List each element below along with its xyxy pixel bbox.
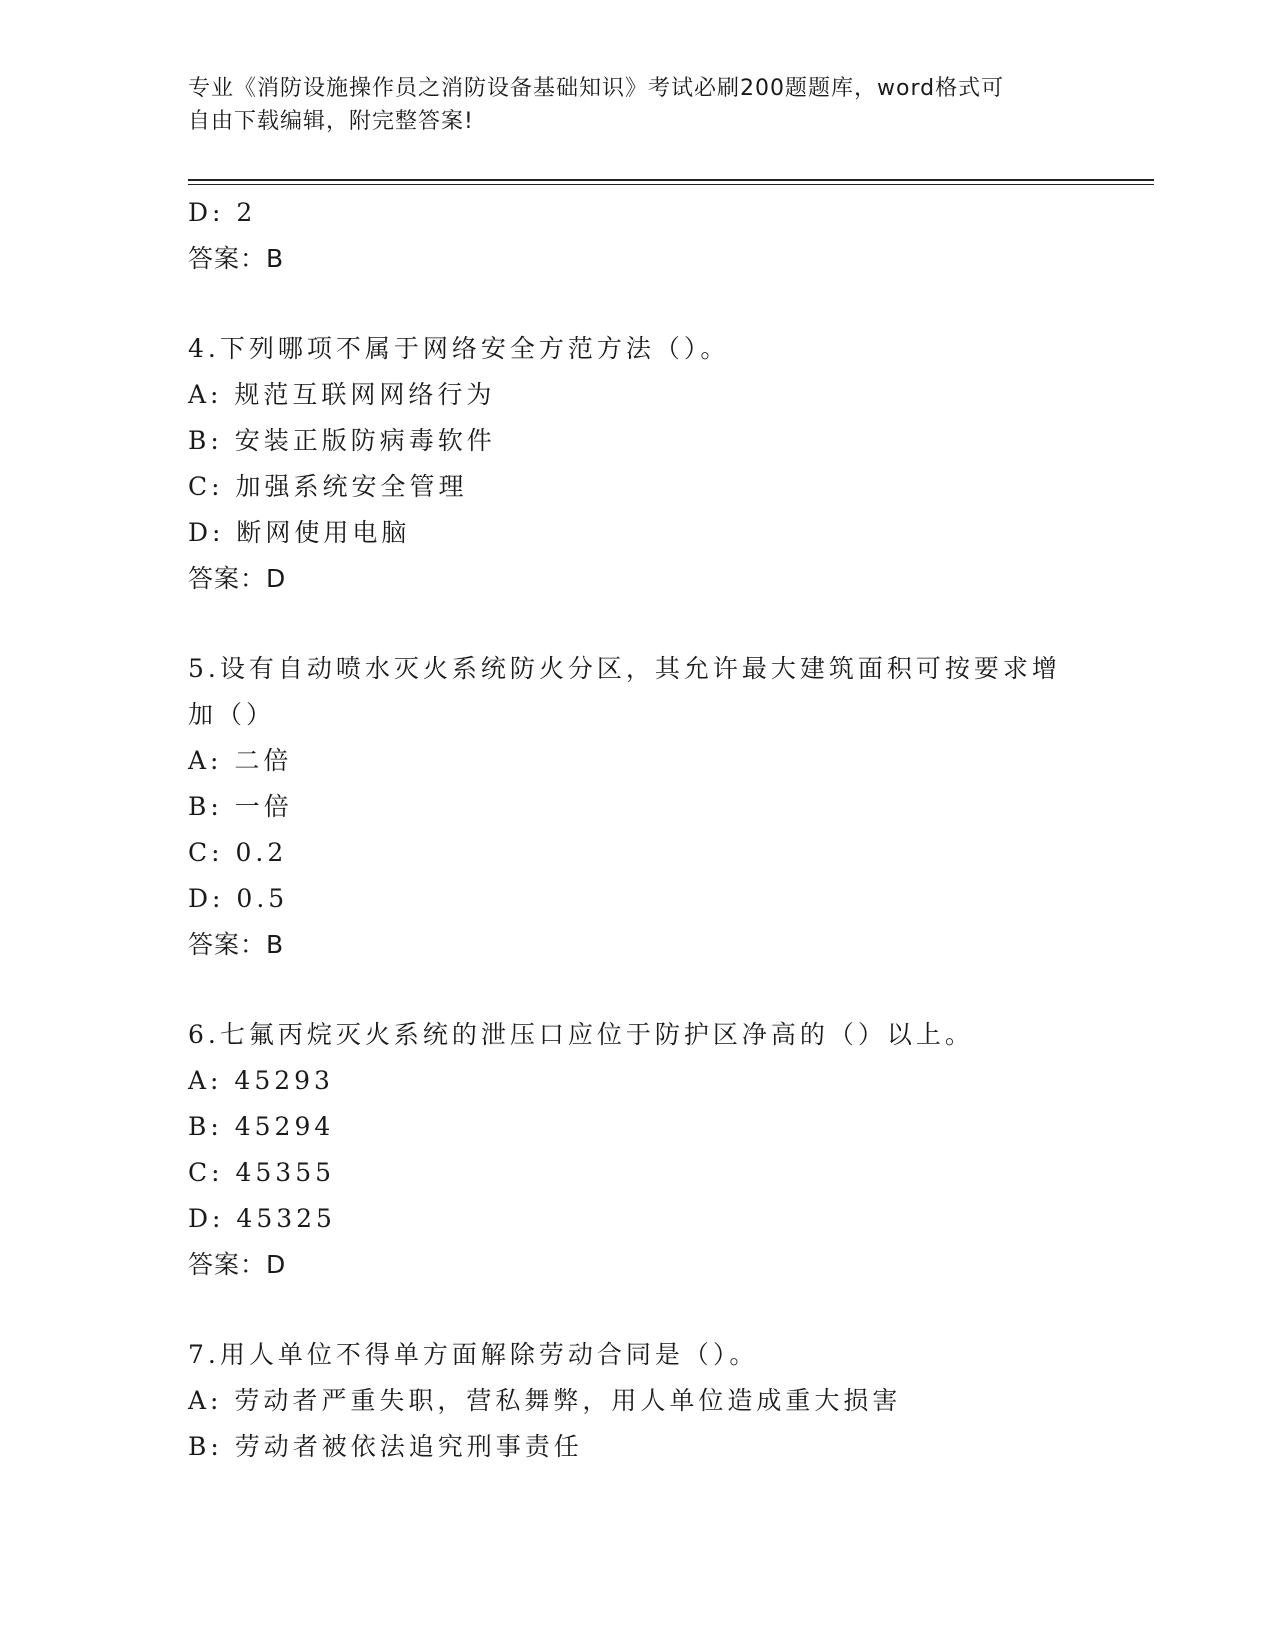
spacer (188, 602, 1088, 646)
header-title-line1: 专业《消防设施操作员之消防设备基础知识》考试必刷200题题库，word格式可 (188, 76, 1005, 101)
document-header (188, 72, 1068, 138)
prev-answer: 答案：B (188, 244, 285, 273)
spacer (188, 968, 1088, 1012)
option-c: C: 加强系统安全管理 (188, 472, 468, 501)
question-title-line2: 加（） (188, 700, 276, 729)
question-title: 4.下列哪项不属于网络安全方范方法（）。 (188, 334, 730, 363)
question-5 (188, 646, 1088, 968)
question-6 (188, 1012, 1088, 1288)
option-c: C: 0.2 (188, 838, 288, 867)
option-a: A: 劳动者严重失职，营私舞弊，用人单位造成重大损害 (188, 1386, 902, 1415)
header-divider-thin (188, 184, 1154, 185)
header-title-line2: 自由下载编辑，附完整答案! (188, 109, 474, 134)
question-4 (188, 326, 1088, 602)
option-c: C: 45355 (188, 1158, 336, 1187)
option-a: A: 二倍 (188, 746, 293, 775)
option-d: D: 0.5 (188, 884, 289, 913)
option-d: D: 断网使用电脑 (188, 518, 411, 547)
question-title-line1: 5.设有自动喷水灭火系统防火分区，其允许最大建筑面积可按要求增 (188, 654, 1061, 683)
option-d: D: 45325 (188, 1204, 336, 1233)
prev-option-d: D: 2 (188, 198, 257, 227)
option-b: B: 一倍 (188, 792, 293, 821)
spacer (188, 282, 1088, 326)
option-b: B: 劳动者被依法追究刑事责任 (188, 1432, 583, 1461)
option-a: A: 规范互联网网络行为 (188, 380, 496, 409)
document-body (188, 190, 1088, 1470)
answer: 答案：D (188, 564, 287, 593)
option-b: B: 45294 (188, 1112, 335, 1141)
answer: 答案：B (188, 930, 285, 959)
spacer (188, 1288, 1088, 1332)
question-7 (188, 1332, 1088, 1470)
header-divider-thick (188, 179, 1154, 181)
question-title: 6.七氟丙烷灭火系统的泄压口应位于防护区净高的（）以上。 (188, 1020, 974, 1049)
question-title: 7.用人单位不得单方面解除劳动合同是（）。 (188, 1340, 759, 1369)
option-b: B: 安装正版防病毒软件 (188, 426, 496, 455)
option-a: A: 45293 (188, 1066, 334, 1095)
answer: 答案：D (188, 1250, 287, 1279)
